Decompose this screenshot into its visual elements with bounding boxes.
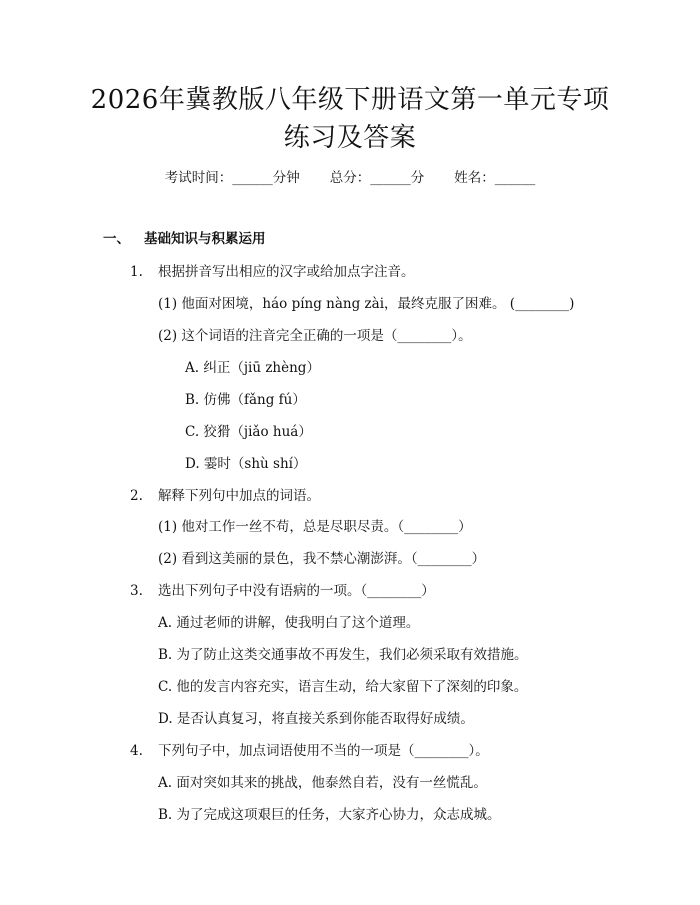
option-d: D. 是否认真复习，将直接关系到你能否取得好成绩。 [158, 711, 474, 727]
section-heading [103, 229, 266, 249]
question-2-sub-1: (1) 他对工作一丝不苟，总是尽职尽责。（________） [158, 519, 472, 535]
option-c: C. 狡猾（jiǎo huá） [185, 424, 312, 440]
question-stem: 选出下列句子中没有语病的一项。（________） [158, 583, 435, 599]
exam-info [0, 168, 700, 188]
option-a: A. 纠正（jiū zhèng） [185, 360, 320, 376]
question-number: 3. [130, 583, 143, 599]
question-stem: 解释下列句中加点的词语。 [158, 488, 320, 504]
document-title-line-1: 2026年冀教版八年级下册语文第一单元专项 [90, 85, 610, 115]
question-2 [130, 486, 320, 506]
question-number: 2. [130, 488, 143, 504]
question-number: 4. [130, 743, 143, 759]
question-stem: 下列句子中，加点词语使用不当的一项是（________）。 [158, 743, 489, 759]
section-title: 基础知识与积累运用 [144, 231, 266, 247]
question-2-sub-2: (2) 看到这美丽的景色，我不禁心潮澎湃。（________） [158, 551, 486, 567]
question-1 [130, 262, 415, 282]
exam-score: 总分：______分 [329, 170, 425, 186]
option-a: A. 面对突如其来的挑战，他泰然自若，没有一丝慌乱。 [158, 775, 487, 791]
section-number: 一、 [103, 231, 130, 247]
document-title-line-2: 练习及答案 [283, 123, 417, 153]
question-4 [130, 741, 489, 761]
option-d: D. 霎时（shù shí） [185, 456, 307, 472]
option-a: A. 通过老师的讲解，使我明白了这个道理。 [158, 615, 420, 631]
option-c: C. 他的发言内容充实，语言生动，给大家留下了深刻的印象。 [158, 679, 528, 695]
option-b: B. 为了完成这项艰巨的任务，大家齐心协力，众志成城。 [158, 807, 501, 823]
exam-time: 考试时间：______分钟 [164, 170, 300, 186]
question-1-sub-2: (2) 这个词语的注音完全正确的一项是（________）。 [158, 328, 472, 344]
question-stem: 根据拼音写出相应的汉字或给加点字注音。 [158, 264, 415, 280]
option-b: B. 为了防止这类交通事故不再发生，我们必须采取有效措施。 [158, 647, 528, 663]
question-number: 1. [130, 264, 143, 280]
option-b: B. 仿佛（fǎng fú） [185, 392, 306, 408]
question-1-sub-1: (1) 他面对困境，háo píng nàng zài，最终克服了困难。 (________) [158, 296, 575, 312]
question-3 [130, 581, 435, 601]
exam-name: 姓名：______ [454, 170, 536, 186]
